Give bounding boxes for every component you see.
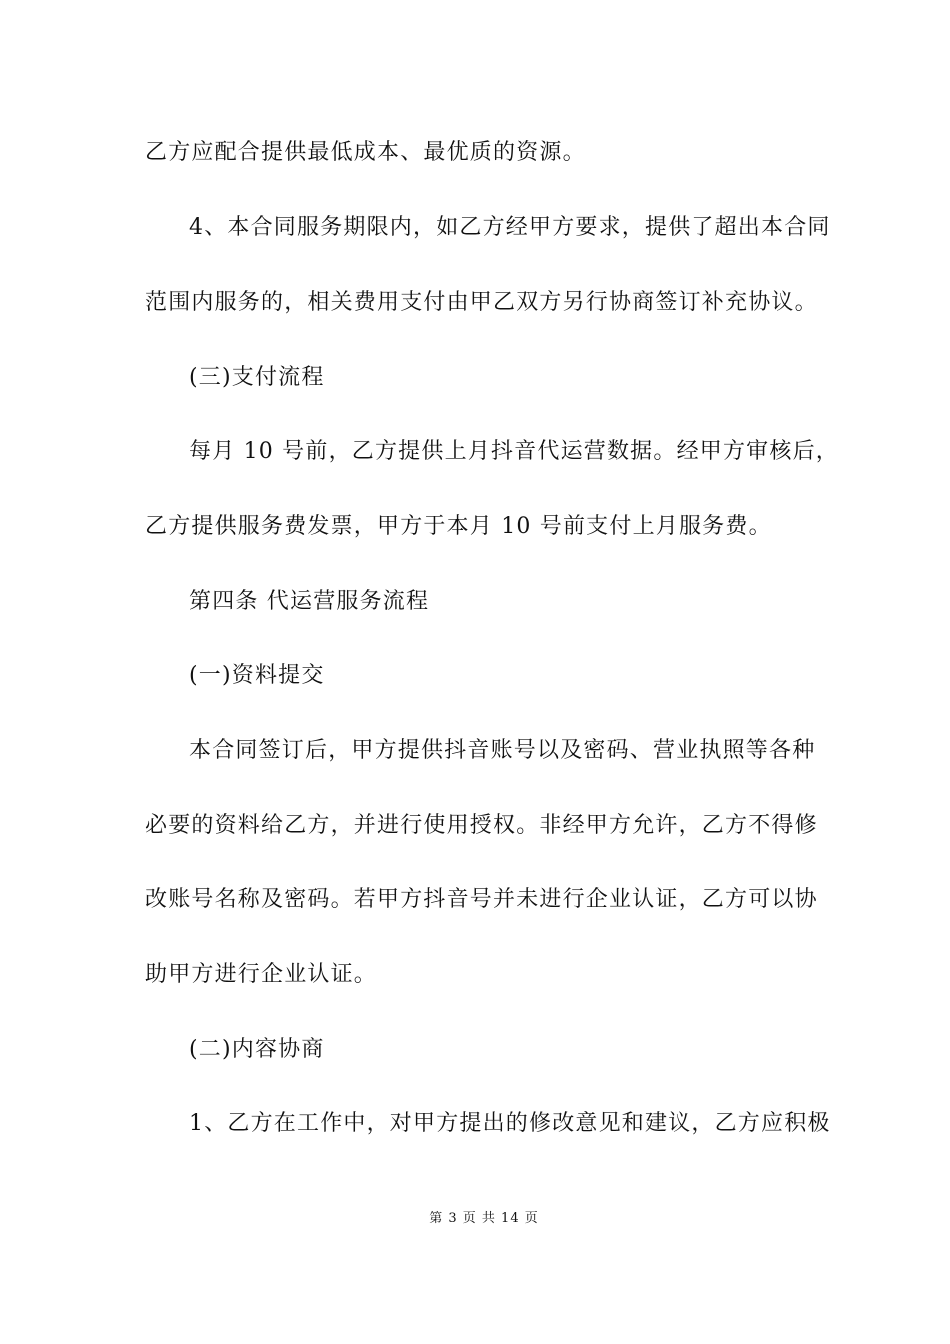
paragraph-line: 改账号名称及密码。若甲方抖音号并未进行企业认证，乙方可以协 [145, 887, 818, 912]
paragraph-line: 本合同签订后，甲方提供抖音账号以及密码、营业执照等各种 [189, 738, 816, 763]
paragraph-line: 乙方提供服务费发票，甲方于本月 10 号前支付上月服务费。 [145, 514, 772, 539]
paragraph-line: 范围内服务的，相关费用支付由甲乙双方另行协商签订补充协议。 [145, 290, 818, 315]
paragraph-line: 必要的资料给乙方，并进行使用授权。非经甲方允许，乙方不得修 [145, 813, 818, 838]
section-heading: (二)内容协商 [189, 1037, 325, 1062]
article-heading: 第四条 代运营服务流程 [189, 589, 430, 614]
paragraph-line: 助甲方进行企业认证。 [145, 962, 378, 987]
paragraph-line: 1、乙方在工作中，对甲方提出的修改意见和建议，乙方应积极 [189, 1111, 831, 1136]
paragraph-line: 4、本合同服务期限内，如乙方经甲方要求，提供了超出本合同 [189, 215, 831, 240]
paragraph-line: 乙方应配合提供最低成本、最优质的资源。 [145, 140, 586, 165]
section-heading: (三)支付流程 [189, 365, 325, 390]
section-heading: (一)资料提交 [189, 663, 325, 688]
paragraph-line: 每月 10 号前，乙方提供上月抖音代运营数据。经甲方审核后， [189, 439, 839, 464]
page-number: 第 3 页 共 14 页 [429, 1211, 539, 1226]
